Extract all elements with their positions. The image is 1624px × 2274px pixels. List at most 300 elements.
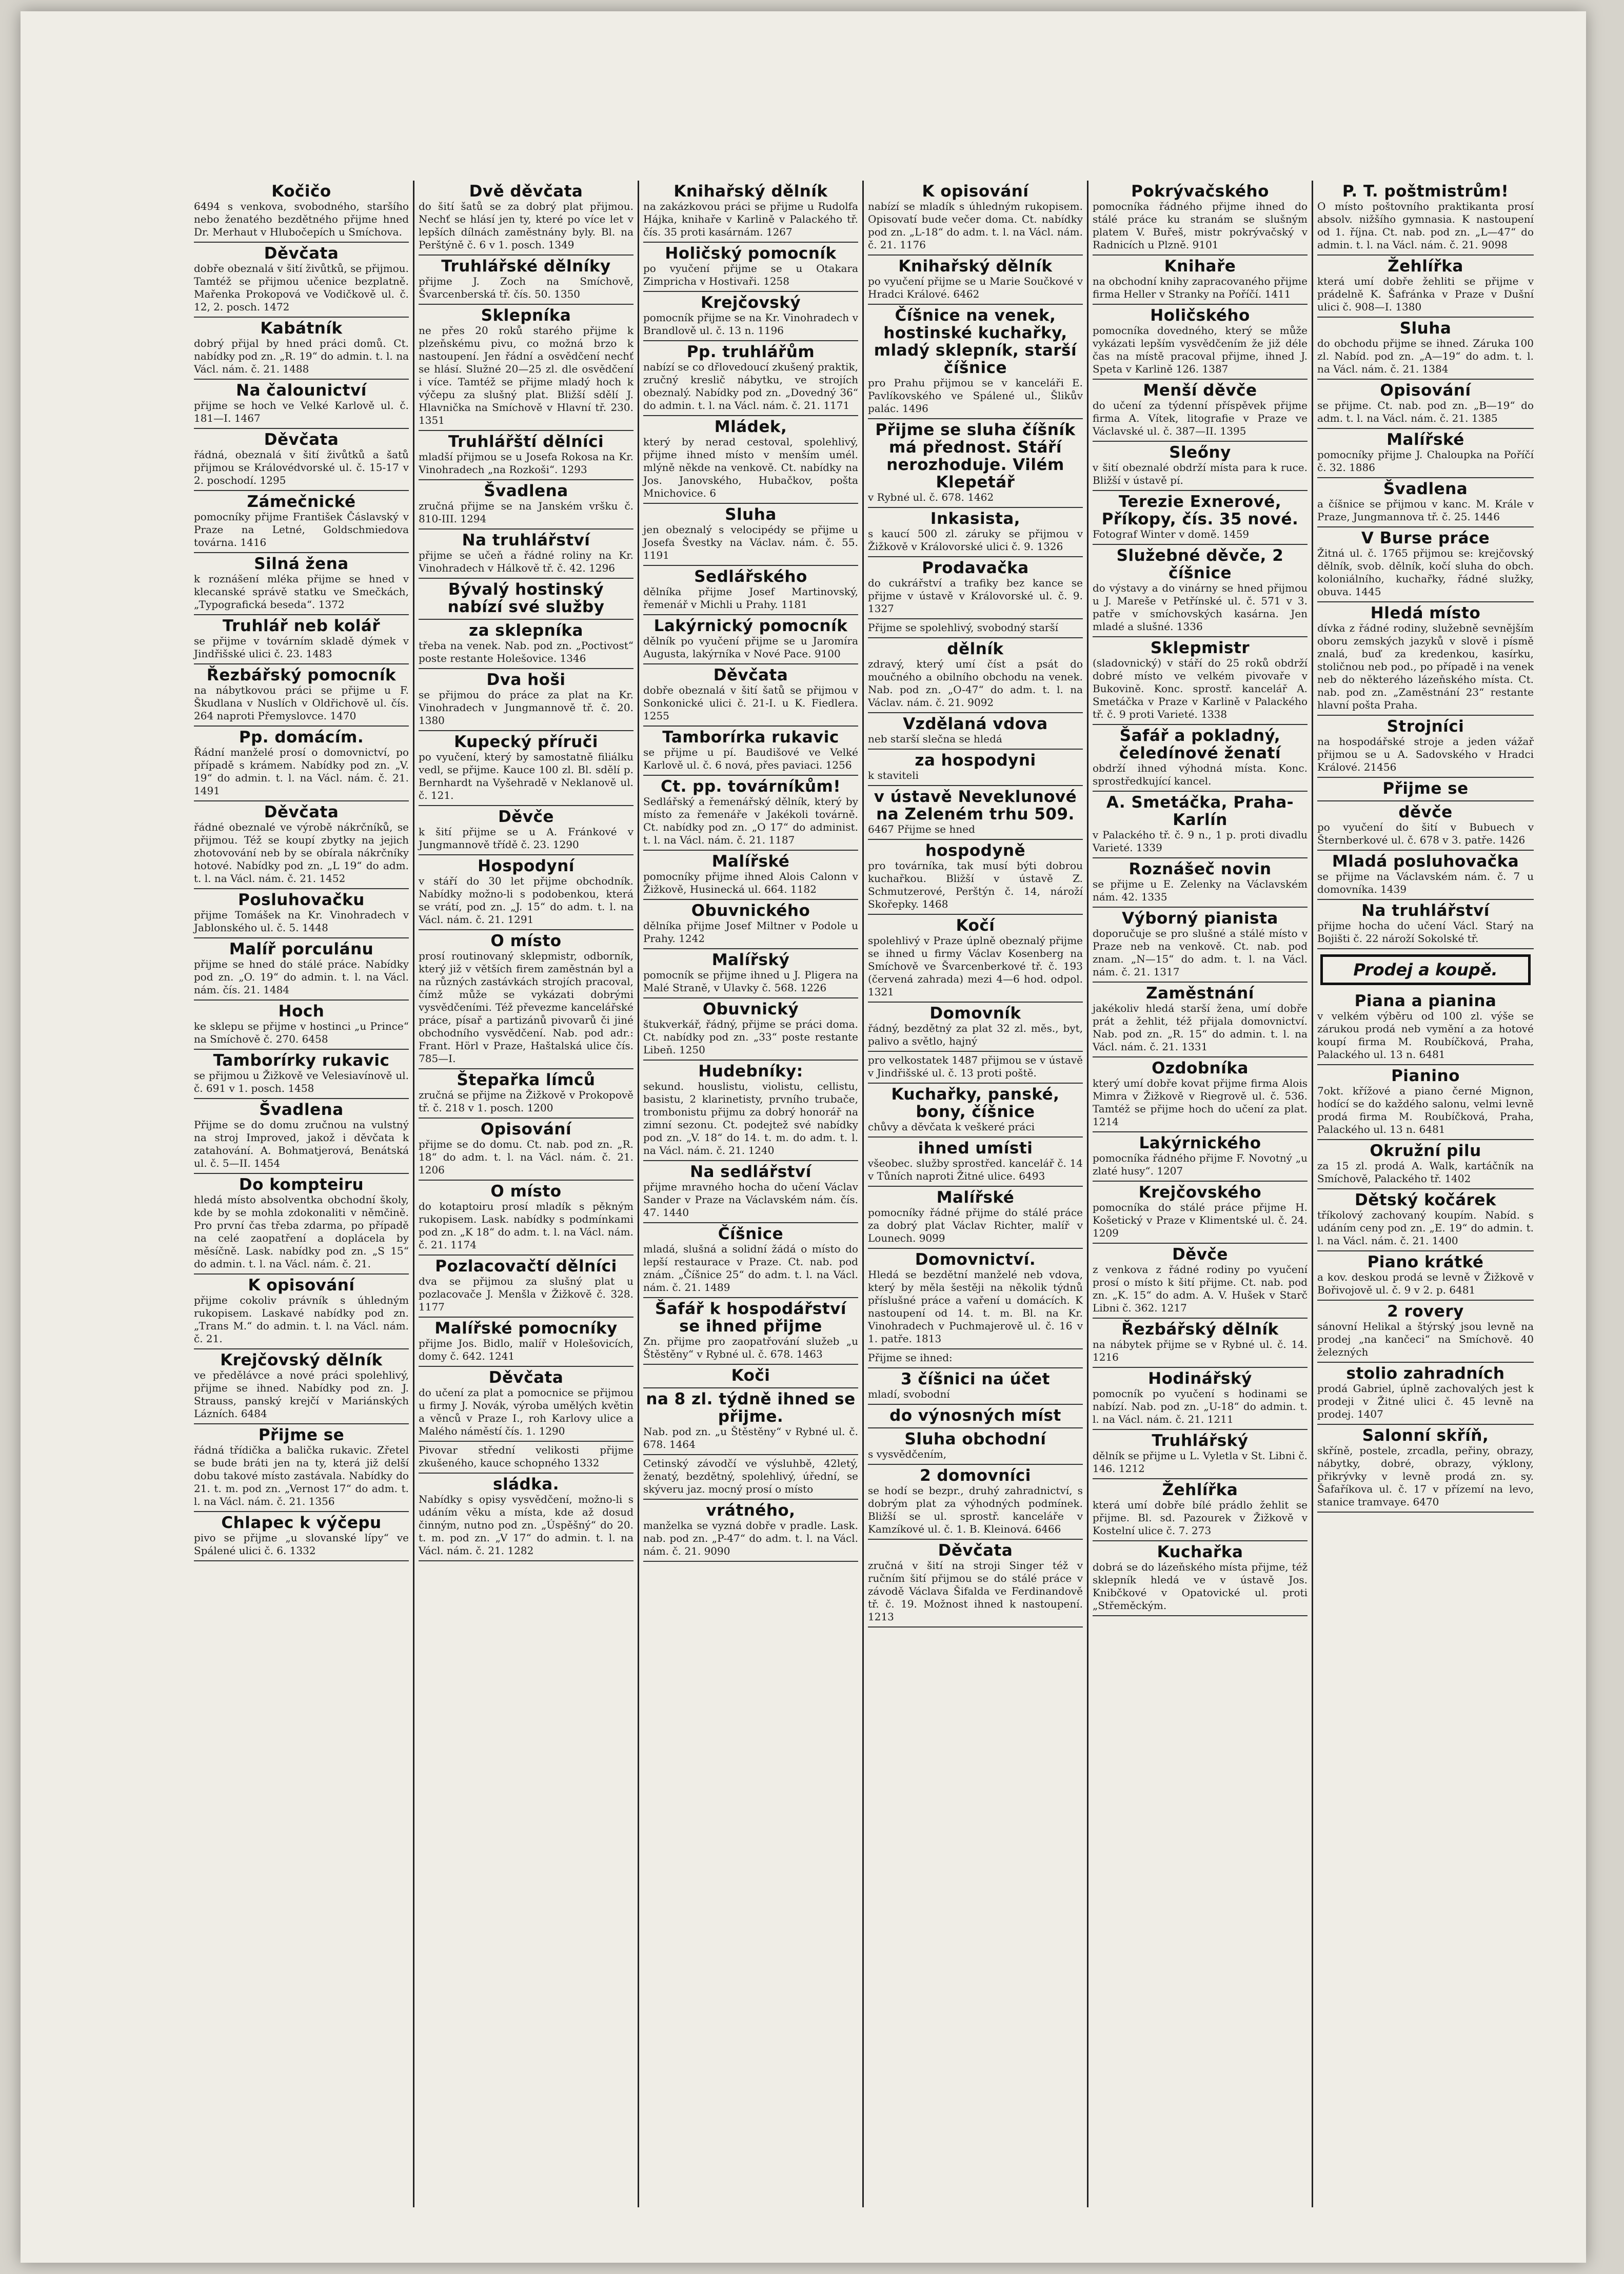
ad-heading: Knihaře [1164, 257, 1236, 276]
ad-text: do výstavy a do vinárny se hned přijmou u J. Mareše v Petřínské ul. č. 571 v 3. patře v smíchovských kasárna. Jen mladé a slušné. 1336 [1093, 582, 1308, 633]
ad-heading: Hoch [278, 1002, 325, 1021]
classified-ad [419, 1474, 633, 1561]
ad-text: se hodí se bezpr., druhý zahradnictví, s dobrým plat za výhodných podmínek. Bližší se ul. sprostř. kanceláře v Kamzíkové ul. č. 1. B. Kleinová. 6466 [868, 1484, 1083, 1535]
ad-heading: Švadlena [1383, 480, 1468, 498]
ad-text: Přijme se do domu zručnou na vulstný na stroj Improved, jakož i děvčata k zatahování. A. Bohmatjerová, Benátská ul. č. 5—II. 1454 [194, 1119, 409, 1169]
ad-text: pro továrníka, tak musí býti dobrou kuchařkou. Bližší v ústavě Z. Schmutzerové, Perštýn č. 14, nároží Skořepky. 1468 [868, 859, 1083, 910]
classified-ad [419, 855, 633, 930]
ad-text: O místo poštovního praktikanta prosí absolv. nižšího gymnasia. K nastoupení od 1. října. Ct. nab. pod zn. „L—47“ do admin. t. l. na Václ. nám. č. 21. 9098 [1317, 200, 1534, 251]
ads-column [190, 181, 414, 2207]
classified-ad [643, 615, 858, 664]
classified-ad [194, 491, 409, 553]
ad-heading: Piana a pianina [1354, 992, 1497, 1010]
ad-text: přijme mravného hocha do učení Václav Sander v Praze na Václavském nám. čís. 47. 1440 [643, 1181, 858, 1219]
classified-ad [419, 431, 633, 480]
classified-ad [1317, 1189, 1534, 1251]
classified-ad [194, 429, 409, 491]
ad-heading: Sklepmistr [1150, 639, 1250, 657]
ad-heading: v ústavě Neveklunové na Zeleném trhu 509. [874, 788, 1077, 824]
ad-heading: 2 domovníci [920, 1466, 1031, 1485]
ad-text: která umí dobře žehliti se přijme v prádelně K. Šafránka v Praze v Dušní ulici č. 908—I. 1380 [1317, 275, 1534, 313]
ad-heading: Přijme se [258, 1426, 345, 1444]
classified-ad [868, 915, 1083, 1003]
ad-text: a číšnice se přijmou v kanc. M. Krále v Praze, Jungmannova tř. č. 25. 1446 [1317, 498, 1534, 523]
ad-text: se přijme. Ct. nab. pod zn. „B—19“ do adm. t. l. na Václ. nám. č. 21. 1385 [1317, 399, 1534, 424]
ad-text: do obchodu přijme se ihned. Záruka 100 zl. Nabíd. pod zn. „A—19“ do adm. t. l. na Václ. nám. č. 21. 1384 [1317, 337, 1534, 375]
ad-text: do cukrářství a trafiky bez kance se přijme v ústavě v Královorské ul. č. 9. 1327 [868, 577, 1083, 615]
ad-text: zdravý, který umí číst a psát do moučného a obilního obchodu na venek. Nab. pod zn. „O-47“ do adm. t. l. na Václav. nám. č. 21. 9092 [868, 658, 1083, 709]
classified-ad [643, 949, 858, 998]
ad-text: Žitná ul. č. 1765 přijmou se: krejčovský dělník, svob. dělník, kočí sluha do obch. koloniálního, kuchařky, řádné služky, obuva. 1445 [1317, 547, 1534, 598]
classified-ad [1317, 318, 1534, 380]
ad-text: Fotograf Winter v domě. 1459 [1093, 528, 1250, 540]
classified-ad [1317, 801, 1534, 851]
classified-ad [1317, 851, 1534, 900]
ad-text: v stáří do 30 let přijme obchodník. Nabídky možno-li s podobenkou, která se vrátí, pod zn. „J. 15“ do adm. t. l. na Václ. nám. č. 21. 1291 [419, 875, 633, 926]
ad-text: Zn. přijme pro zaopatřování služeb „u Štěstěny“ v Rybné ul. č. 678. 1463 [643, 1335, 858, 1360]
ad-text: pomocníky přijme J. Chaloupka na Poříčí č. 32. 1886 [1317, 448, 1534, 474]
classified-ad [643, 1500, 858, 1562]
ad-heading: Chlapec k výčepu [221, 1514, 382, 1532]
ad-heading: děvče [1398, 803, 1453, 821]
ad-heading: 2 rovery [1387, 1302, 1464, 1321]
ad-text: ke sklepu se přijme v hostinci „u Prince“ na Smíchově č. 270. 6458 [194, 1020, 409, 1045]
classified-ad [868, 1249, 1083, 1349]
ad-heading: Přijme se sluha číšník má přednost. Stáří nerozhoduje. Vilém Klepetář [875, 421, 1076, 492]
classified-ad [194, 938, 409, 1001]
classified-ad [643, 504, 858, 566]
ad-text: Pivovar střední velikosti přijme zkušeného, kauce schopného 1332 [419, 1444, 633, 1469]
ad-heading: Děvčata [713, 666, 788, 684]
ad-heading: Na čalounictví [236, 381, 367, 400]
classified-ad [1093, 1319, 1308, 1368]
ad-text: Sedlářský a řemenářský dělník, který by místo za řemenáře v Jakékoli továrně. Ct. nabídky pod zn. „O 17“ do administ. t. l. na Václ. nám. č. 21. 1187 [643, 795, 858, 846]
ad-heading: stolio zahradních [1346, 1364, 1505, 1383]
classified-ad [1093, 725, 1308, 792]
classified-ad [1093, 1479, 1308, 1541]
ads-column [414, 181, 639, 2207]
ad-heading: Pp. truhlářům [686, 343, 815, 361]
ad-text: k šití přijme se u A. Fránkové v Jungmannově třídě č. 23. 1290 [419, 826, 633, 851]
ad-text: dělníka přijme Josef Martinovský, řemenář v Michli u Prahy. 1181 [643, 585, 858, 611]
ad-text: pomocníka řádného přijme F. Novotný „u zlaté husy“. 1207 [1093, 1152, 1308, 1177]
classified-ad [643, 776, 858, 851]
ad-heading: Šafář a pokladný, čeledínové ženatí [1119, 727, 1281, 762]
ad-heading: Prodavačka [922, 559, 1029, 577]
ad-heading: Kočí [956, 916, 995, 935]
classified-ad [868, 619, 1083, 638]
classified-ad [1317, 380, 1534, 429]
ad-text: pomocníky přijme František Čáslavský v Praze na Letné, Goldschmiedova továrna. 1416 [194, 511, 409, 548]
classified-ad [643, 1161, 858, 1223]
ad-text: Přijme se ihned: [868, 1351, 953, 1364]
ad-text: Řádní manželé prosí o domovnictví, po případě s krámem. Nabídky pod zn. „V. 19“ do admin. t. l. na Václ. nám. č. 21. 1491 [194, 746, 409, 797]
ad-heading: Kupecký příruči [454, 733, 598, 751]
classified-ad [1093, 1182, 1308, 1244]
ad-text: Cetinský závodčí ve výsluhbě, 42letý, ženatý, bezdětný, spolehlivý, úřední, se skýveru jaz. mocný prosí o místo [643, 1457, 858, 1495]
ad-heading: Tamborírky rukavic [213, 1051, 390, 1070]
ad-text: doporučuje se pro slušné a stálé místo v Praze neb na venkově. Ct. nab. pod znam. „N—15“ do adm. t. l. na Václ. nám. č. 21. 1317 [1093, 927, 1308, 978]
classified-ad [868, 1405, 1083, 1428]
ad-text: jakékoliv hledá starší žena, umí dobře prát a žehlit, též přijala domovnictví. Nab. pod zn. „R. 15“ do admin. t. l. na Václ. nám. č. 21. 1331 [1093, 1002, 1308, 1053]
ad-heading: Bývalý hostinský nabízí své služby [447, 580, 605, 616]
ads-column [1088, 181, 1313, 2207]
ad-text: po vyučení přijme se u Otakara Zimpricha v Hostivaři. 1258 [643, 262, 858, 287]
ad-heading: Mládek, [714, 418, 787, 436]
ad-text: dělníka přijme Josef Miltner v Podole u Prahy. 1242 [643, 919, 858, 945]
classified-ad [868, 508, 1083, 557]
ad-text: chůvy a děvčata k veškeré práci [868, 1121, 1035, 1133]
classified-ad [194, 1001, 409, 1050]
ad-text: k roznášení mléka přijme se hned v klecanské správě statku ve Smečkách, „Typografická beseda“. 1372 [194, 573, 409, 611]
ad-text: mladší přijmou se u Josefa Rokosa na Kr. Vinohradech „na Rozkoši“. 1293 [419, 450, 633, 476]
ad-heading: Obuvnického [691, 901, 810, 920]
classified-ad [1093, 858, 1308, 908]
ad-heading: Hodinářský [1148, 1369, 1252, 1388]
classified-ad [1317, 900, 1534, 949]
ad-heading: Kuchařka [1157, 1543, 1243, 1561]
ad-text: 7okt. křížové a piano černé Mignon, hodící se do každého salonu, velmi levně prodá firma M. Roubíčková, Praha, Palackého ul. 13 n. 6481 [1317, 1085, 1534, 1135]
classified-ad [1093, 442, 1308, 491]
classified-ad [1093, 1368, 1308, 1430]
ad-heading: Truhlář neb kolář [222, 617, 381, 635]
ad-text: ve předělávce a nové práci spolehlivý, přijme se ihned. Nabídky pod zn. J. Strauss, panský krejčí v Mariánských Lázních. 6484 [194, 1369, 409, 1420]
ad-text: pomocníky přijme ihned Alois Calonn v Žižkově, Husinecká ul. 664. 1182 [643, 870, 858, 895]
classified-ad [1317, 990, 1534, 1065]
classified-ad [419, 930, 633, 1069]
classified-ad [868, 181, 1083, 256]
ad-text: na obchodní knihy zapracovaného přijme firma Heller v Stranky na Poříčí. 1411 [1093, 275, 1308, 300]
ads-column [1313, 181, 1538, 2207]
ad-heading: Dětský kočárek [1355, 1191, 1496, 1209]
ad-text: spolehlivý v Praze úplně obeznalý přijme se ihned u firmy Václav Kosenberg na Smíchově ve Švarcenberkové tř. č. 193 (červená zahrada) mezi 4—6 hod. odpol. 1321 [868, 934, 1083, 998]
ad-text: mladá, slušná a solidní žádá o místo do lepší restaurace v Praze. Ct. nab. pod znám. „Číšnice 25“ do adm. t. l. na Václ. nám. č. 21. 1489 [643, 1243, 858, 1293]
classified-ad [1093, 983, 1308, 1057]
ad-heading: Inkasista, [930, 509, 1021, 528]
ad-text: nabízí se mladík s úhledným rukopisem. Opisovatí bude večer doma. Ct. nabídky pod zn. „L-18“ do adm. t. l. na Václ. nám. č. 21. 1176 [868, 200, 1083, 251]
ad-heading: Kočičo [271, 182, 331, 201]
ad-text: manželka se vyzná dobře v pradle. Lask. nab. pod zn. „P-47“ do adm. t. l. na Václ. nám. č. 21. 9090 [643, 1519, 858, 1557]
classified-ad [419, 1442, 633, 1474]
ad-heading: Posluhovačku [238, 891, 365, 909]
classified-ad [419, 731, 633, 806]
ad-heading: A. Smetáčka, Praha-Karlín [1106, 793, 1294, 829]
ad-text: do šití šatů se za dobrý plat přijmou. Nechť se hlásí jen ty, které po více let v lepších dílnách zaměstnány byly. Bl. na Perštýně č. 6 v 1. posch. 1349 [419, 200, 633, 251]
classified-ad [868, 419, 1083, 508]
classified-ads-grid [190, 181, 1534, 2207]
ad-text: Nab. pod zn. „u Štěstěny“ v Rybné ul. č. 678. 1464 [643, 1425, 858, 1450]
ad-heading: Vzdělaná vdova [903, 715, 1048, 733]
ad-text: pomocník přijme se na Kr. Vinohradech v Brandlově ul. č. 13 n. 1196 [643, 311, 858, 337]
ad-text: pomocníky řádné přijme do stálé práce za dobrý plat Václav Richter, malíř v Lounech. 9099 [868, 1206, 1083, 1244]
classified-ad [868, 638, 1083, 713]
ad-text: 6494 s venkova, svobodného, staršího nebo ženatého bezdětného přijme hned Dr. Merhaut v Hlubočepích u Smíchova. [194, 200, 409, 238]
ad-heading: na 8 zl. týdně ihned se přijme. [646, 1390, 856, 1426]
ad-text: zručná se přijme na Žižkově v Prokopově tř. č. 218 v 1. posch. 1200 [419, 1089, 633, 1114]
classified-ad [868, 256, 1083, 305]
classified-ad [1317, 1140, 1534, 1189]
ad-heading: Sluha [1399, 319, 1452, 338]
classified-ad [868, 1368, 1083, 1405]
ad-heading: Ct. pp. továrníkům! [661, 777, 841, 796]
classified-ad [194, 889, 409, 938]
ad-text: přijme J. Zoch na Smíchově, Švarcenberská tř. čís. 50. 1350 [419, 275, 633, 300]
ad-heading: Řezbářský pomocník [206, 666, 397, 684]
classified-ad [868, 786, 1083, 840]
ad-text: zručná přijme se na Janském vršku č. 810-III. 1294 [419, 500, 633, 525]
ad-text: dva se přijmou za slušný plat u pozlacovače J. Menšla v Žižkově č. 328. 1177 [419, 1275, 633, 1313]
ad-text: ne přes 20 roků starého přijme k plzeňskému pivu, co možná brzo k nastoupení. Jen řádní a osvědčení nechť se hlásí. Služné 20—25 zl. dle osvědčení i více. Tamtéž se přijme mladý hoch k výčepu za slušný plat. Bližší sdělí J. Hlavnička na Smíchově v Hlavní tř. 230. 1351 [419, 324, 633, 426]
classified-ad [419, 579, 633, 620]
ad-text: se přijme u E. Zelenky na Václavském nám. 42. 1335 [1093, 878, 1308, 903]
classified-ad [1317, 1065, 1534, 1140]
ad-text: dělník se přijme u L. Vyletla v St. Libni č. 146. 1212 [1093, 1449, 1308, 1475]
ad-text: štukverkář, řádný, přijme se práci doma. Ct. nabídky pod zn. „33“ poste restante Libeň. 1250 [643, 1018, 858, 1056]
ad-heading: Děvčata [264, 430, 339, 449]
ad-heading: Přijme se [1382, 779, 1469, 798]
ad-heading: dělník [947, 640, 1004, 658]
ads-column [639, 181, 864, 2207]
ad-text: třeba na venek. Nab. pod zn. „Poctivost“ poste restante Holešovice. 1346 [419, 639, 633, 664]
classified-ad [1317, 478, 1534, 527]
ad-heading: Děvčata [264, 244, 339, 263]
ad-text: dobrý přijal by hned práci domů. Ct. nabídky pod zn. „R. 19“ do admin. t. l. na Václ. nám. č. 21. 1488 [194, 337, 409, 375]
classified-ad [868, 1349, 1083, 1368]
ad-text: jen obeznalý s velocipédy se přijme u Josefa Švestky na Václav. nám. č. 55. 1191 [643, 523, 858, 561]
classified-ad [1093, 1244, 1308, 1319]
ad-heading: Krejčovský dělník [220, 1351, 383, 1369]
ad-heading: Sklepníka [481, 306, 571, 325]
classified-ad [1093, 908, 1308, 983]
ad-heading: Tamborírka rukavic [662, 728, 839, 747]
ad-text: pomocníka do stálé práce přijme H. Košetický v Praze v Klimentské ul. č. 24. 1209 [1093, 1201, 1308, 1239]
classified-ad [643, 851, 858, 900]
classified-ad [1317, 429, 1534, 478]
classified-ad [419, 480, 633, 530]
ad-text: dobře obeznalá v šití živůtků, se přijmou. Tamtéž se přijmou učenice bezplatně. Mařenka Prokopová ve Vodičkově ul. č. 12, 2. posch. 1472 [194, 262, 409, 313]
classified-ad [194, 1099, 409, 1174]
ad-heading: Sedlářského [694, 567, 807, 586]
ad-text: s vysvědčením, [868, 1448, 947, 1460]
ad-heading: Krejčovského [1138, 1183, 1262, 1202]
ad-text: za 15 zl. prodá A. Walk, kartáčník na Smíchově, Palackého tř. 1402 [1317, 1160, 1534, 1185]
ad-heading: Do kompteiru [239, 1175, 364, 1194]
classified-ad [194, 243, 409, 318]
ad-heading: Hospodyní [478, 857, 575, 875]
classified-ad [419, 181, 633, 256]
ad-heading: Na sedlářství [690, 1163, 811, 1181]
ad-text: řádné obeznalé ve výrobě nákrčníků, se přijmou. Též se koupí zbytky na jejich zhotovování neb by se obírala nákrčníky hotové. Nabídky pod zn. „L 19“ do adm. t. l. na Václ. nám. č. 21. 1452 [194, 821, 409, 885]
ad-heading: Knihařský dělník [674, 182, 828, 201]
ad-text: sekund. houslistu, violistu, cellistu, basistu, 2 klarinetisty, prvního trubače, trombonistu přijmu za dobrý honorář na zimní sezonu. Ct. podejtež své nabídky pod zn. „V. 18“ do 14. t. m. do adm. t. l. na Václ. nám. č. 21. 1240 [643, 1080, 858, 1156]
newspaper-page [21, 11, 1586, 2263]
ad-heading: Číšnice [718, 1225, 784, 1243]
classified-ad [643, 1298, 858, 1365]
ad-heading: Číšnice na venek, hostinské kuchařky, mladý sklepník, starší číšnice [874, 306, 1077, 377]
ad-heading: Malířské [711, 852, 790, 871]
classified-ad [419, 1069, 633, 1119]
ad-heading: Zaměstnání [1146, 984, 1254, 1003]
ad-heading: za hospodyni [915, 751, 1036, 770]
classified-ad [419, 1318, 633, 1367]
ad-text: která umí dobře bílé prádlo žehlit se přijme. Bl. sd. Pazourek v Žižkově v Kostelní ulice č. 7. 273 [1093, 1499, 1308, 1537]
ad-heading: Na truhlářství [1361, 901, 1490, 920]
ad-text: pro velkostatek 1487 přijmou se v ústavě v Jindřišské ul. č. 13 proti poště. [868, 1054, 1083, 1079]
ad-heading: Děvče [1172, 1245, 1228, 1264]
classified-ad [643, 341, 858, 416]
ad-text: pomocník po vyučení s hodinami se nabízí. Nab. pod zn. „U-18“ do admin. t. l. na Václ. nám. č. 21. 1211 [1093, 1387, 1308, 1425]
ad-heading: Děvčata [264, 803, 339, 821]
ad-text: přijme se do domu. Ct. nab. pod zn. „R. 18“ do adm. t. l. na Václ. nám. č. 21. 1206 [419, 1138, 633, 1176]
classified-ad [1093, 1430, 1308, 1479]
ad-text: do kotaptoiru prosí mladík s pěkným rukopisem. Lask. nabídky s podmínkami pod zn. „K 18“ do adm. t. l. na Václ. nám. č. 21. 1174 [419, 1200, 633, 1251]
ad-text: pivo se přijme „u slovanské lípy“ ve Spálené ulici č. 6. 1332 [194, 1532, 409, 1557]
ad-text: dělník po vyučení přijme se u Jaromíra Augusta, lakýrníka v Nové Pace. 9100 [643, 635, 858, 660]
classified-ad [643, 566, 858, 615]
classified-ad [868, 840, 1083, 915]
ad-text: dobře obeznalá v šití šatů se přijmou v Sonkonické ulici č. 21-I. u K. Fiedlera. 1255 [643, 684, 858, 722]
ad-heading: Malířský [711, 951, 790, 969]
ad-heading: Lakýrnický pomocník [653, 617, 848, 635]
ad-heading: Domovnictví. [915, 1250, 1036, 1269]
ad-text: v Rybné ul. č. 678. 1462 [868, 491, 994, 503]
ad-heading: Domovník [929, 1004, 1021, 1023]
classified-ad [1093, 380, 1308, 442]
ad-heading: hospodyně [925, 841, 1026, 860]
ad-heading: Silná žena [254, 555, 349, 573]
ad-text: 6467 Přijme se hned [868, 823, 975, 835]
ad-text: zručná v šití na stroji Singer též v ručním šití přijmou se do stálé práce v závodě Václava Šifalda ve Ferdinandově tř. č. 19. Možnost ihned k nastoupení. 1213 [868, 1559, 1083, 1623]
ad-text: do učení za týdenní příspěvek přijme firma A. Vítek, litografie v Praze ve Václavské ul. č. 387—II. 1395 [1093, 399, 1308, 437]
ad-heading: Menší děvče [1143, 381, 1257, 400]
ad-heading: Žehlířka [1162, 1481, 1238, 1499]
ad-text: mladí, svobodní [868, 1388, 950, 1400]
ad-text: dobrá se do lázeňského místa přijme, též sklepník hledá ve v ústavě Jos. Knibčkové v Opatovické ul. proti „Střeměckým. [1093, 1561, 1308, 1612]
ad-text: řádná třídička a balička rukavic. Zřetel se bude bráti jen na ty, která již delší dobu takové místo zastávala. Nabídky do 21. t. m. pod zn. „Vernost 17“ do adm. t. l. na Václ. nám. č. 21. 1356 [194, 1444, 409, 1507]
ad-heading: Opisování [480, 1120, 572, 1139]
ad-text: na zakázkovou práci se přijme u Rudolfa Hájka, knihaře v Karlině v Palackého tř. čís. 35 proti kasárnám. 1267 [643, 200, 858, 238]
ad-heading: Děvče [498, 808, 554, 826]
ad-heading: Malířské [1387, 430, 1464, 449]
ad-text: po vyučení přijme se u Marie Součkové v Hradci Králové. 6462 [868, 275, 1083, 300]
ad-heading: Švadlena [484, 482, 568, 500]
ad-heading: Dvě děvčata [469, 182, 583, 201]
ad-text: do učení za plat a pomocnice se přijmou u firmy J. Novák, výroba umělých květin a věnců v Praze I., roh Karlovy ulice a Malého náměstí čís. 1. 1290 [419, 1386, 633, 1437]
ad-heading: O místo [490, 1182, 562, 1201]
ad-text: se přijme v továrním skladě dýmek v Jindřišské ulici č. 23. 1483 [194, 635, 409, 660]
ad-text: prosí routinovaný sklepmistr, odborník, který již v větších firem zaměstnán byl a na různých zastávkách strojích pracoval, čímž může se vykázati dobrými vysvědčeními. Též převezme kancelářské práce, písař a partizánů pivovarů či jiné obchodního vysvědčení. Nab. pod adr.: Frant. Hörl v Praze, Haštalská ulice čís. 785—I. [419, 950, 633, 1065]
ad-heading: do výnosných míst [889, 1406, 1061, 1425]
ad-text: přijme Tomášek na Kr. Vinohradech v Jablonského ul. č. 5. 1448 [194, 909, 409, 934]
ad-text: nabízí se co dřlovedoucí zkušený praktik, zručný kreslič nábytku, ve strojích obeznalý. Nabídky pod zn. „Dovedný 36“ do admin. t. l. na Václ. nám. č. 21. 1171 [643, 361, 858, 411]
classified-ad [1317, 778, 1534, 801]
classified-ad [419, 1256, 633, 1318]
classified-ad [1317, 1301, 1534, 1363]
classified-ad [868, 1138, 1083, 1187]
classified-ad [868, 1052, 1083, 1084]
ad-heading: V Burse práce [1361, 529, 1490, 547]
ad-heading: Krejčovský [700, 293, 801, 312]
classified-ad [643, 1388, 858, 1455]
ad-text: pomocníka dovedného, který se může vykázati lepším vysvědčením že již déle čas na místě pracoval přijme, ihned J. Speta v Karlině 126. 1387 [1093, 324, 1308, 375]
classified-ad [1317, 256, 1534, 318]
ad-heading: Holičského [1150, 306, 1250, 325]
ad-heading: Pp. domácím. [239, 728, 364, 747]
ad-heading: Žehlířka [1388, 257, 1463, 276]
ad-text: přijme se hned do stálé práce. Nabídky pod zn. „O. 19“ do admin. t. l. na Václ. nám. čís. 21. 1484 [194, 958, 409, 996]
classified-ad [419, 806, 633, 855]
classified-ad [1317, 181, 1534, 256]
classified-ad [868, 1465, 1083, 1540]
ad-heading: Mladá posluhovačka [1332, 852, 1519, 871]
ad-text: prodá Gabriel, úplně zachovalých jest k prodeji v Žitné ulici č. 45 levně na prodej. 1407 [1317, 1382, 1534, 1420]
ad-heading: Truhlářští dělníci [448, 433, 604, 451]
classified-ad [868, 305, 1083, 419]
classified-ad [643, 727, 858, 776]
ad-heading: K opisování [922, 182, 1029, 201]
ad-text: přijme se hoch ve Velké Karlově ul. č. 181—I. 1467 [194, 399, 409, 424]
ad-text: po vyučení do šití v Bubuech v Šternberkové ul. č. 678 v 3. patře. 1426 [1317, 821, 1534, 846]
ad-heading: O místo [490, 932, 562, 950]
classified-ad [419, 669, 633, 731]
ad-heading: Děvčata [488, 1368, 564, 1387]
ad-text: v velkém výběru od 100 zl. výše se zárukou prodá neb vymění a za hotové koupí firma M. Roubíčková, Praha, Palackého ul. 13 n. 6481 [1317, 1010, 1534, 1061]
classified-ad [194, 1512, 409, 1561]
ad-heading: Salonní skříň, [1362, 1426, 1489, 1445]
ad-heading: Malíř porculánu [229, 940, 374, 958]
ad-heading: Malířské pomocníky [434, 1319, 618, 1338]
ad-text: s kaucí 500 zl. záruky se přijmou v Žižkově v Královorské ulici č. 9. 1326 [868, 527, 1083, 553]
ad-text: z venkova z řádné rodiny po vyučení prosí o místo k šití přijme. Ct. nab. pod zn. „K. 15“ do adm. A. V. Hušek v Starč Libni č. 362. 1217 [1093, 1263, 1308, 1314]
ad-heading: Hudebníky: [698, 1062, 803, 1081]
ad-text: (sladovnický) v stáří do 25 roků obdrží dobré místo ve velkém pivovaře v Bukovině. Konc. sprostř. kancelář A. Smetáčka v Praze v Karlině v Palackého tř. č. 9 proti Varieté. 1338 [1093, 657, 1308, 720]
ad-text: se přijme na Václavském nám. č. 7 u domovníka. 1439 [1317, 870, 1534, 895]
ad-text: pomocník se přijme ihned u J. Pligera na Malé Straně, v Ulavky č. 568. 1226 [643, 969, 858, 994]
ad-text: sánovní Helikal a štýrský jsou levně na prodej „na kančeci“ na Smíchově. 40 železných [1317, 1320, 1534, 1358]
ad-text: na nábytek přijme se v Rybné ul. č. 14. 1216 [1093, 1338, 1308, 1363]
ad-text: se přijme u pí. Baudišové ve Velké Karlově ul. č. 6 nová, přes paviaci. 1256 [643, 746, 858, 771]
ad-heading: ihned umísti [918, 1139, 1033, 1158]
ad-heading: Pokrývačského [1131, 182, 1269, 201]
classified-ad [643, 1455, 858, 1500]
ad-text: v šití obeznalé obdrží místa para k ruce. Bližší v ústavě pí. [1093, 461, 1308, 486]
ad-text: který by nerad cestoval, spolehlivý, přijme ihned místo v menším umél. mlýně někde na venkově. Ct. nabídky na Jos. Janovského, Hubačkov, pošta Mnichovice. 6 [643, 436, 858, 499]
ad-text: přijme Jos. Bidlo, malíř v Holešovicích, domy č. 642. 1241 [419, 1337, 633, 1362]
ad-heading: Strojníci [1387, 717, 1464, 736]
classified-ad [1093, 256, 1308, 305]
classified-ad [419, 530, 633, 579]
ad-text: se přijmou u Žižkově ve Velesiavínově ul. č. 691 v 1. posch. 1458 [194, 1069, 409, 1094]
ad-heading: Koči [731, 1366, 770, 1385]
ad-text: po vyučení, který by samostatně filiálku vedl, se přijme. Kauce 100 zl. Bl. sdělí p. Bernhardt na Vyšehradě v Neklanově ul. č. 121. [419, 751, 633, 801]
classified-ad [643, 292, 858, 341]
ad-heading: Štepařka límců [457, 1071, 596, 1089]
classified-ad [868, 1003, 1083, 1052]
classified-ad [868, 1084, 1083, 1138]
ad-heading: P. T. poštmistrům! [1342, 182, 1509, 201]
classified-ad [643, 1365, 858, 1388]
ad-heading: Holičský pomocník [665, 244, 837, 263]
ad-heading: K opisování [248, 1276, 355, 1295]
classified-ad [419, 620, 633, 669]
classified-ad [194, 1174, 409, 1275]
classified-ad [868, 1540, 1083, 1628]
classified-ad [1093, 637, 1308, 725]
ad-heading: Sleőny [1169, 443, 1231, 462]
ad-heading: Malířské [936, 1188, 1015, 1207]
ads-column [864, 181, 1088, 2207]
classified-ad [1317, 527, 1534, 602]
